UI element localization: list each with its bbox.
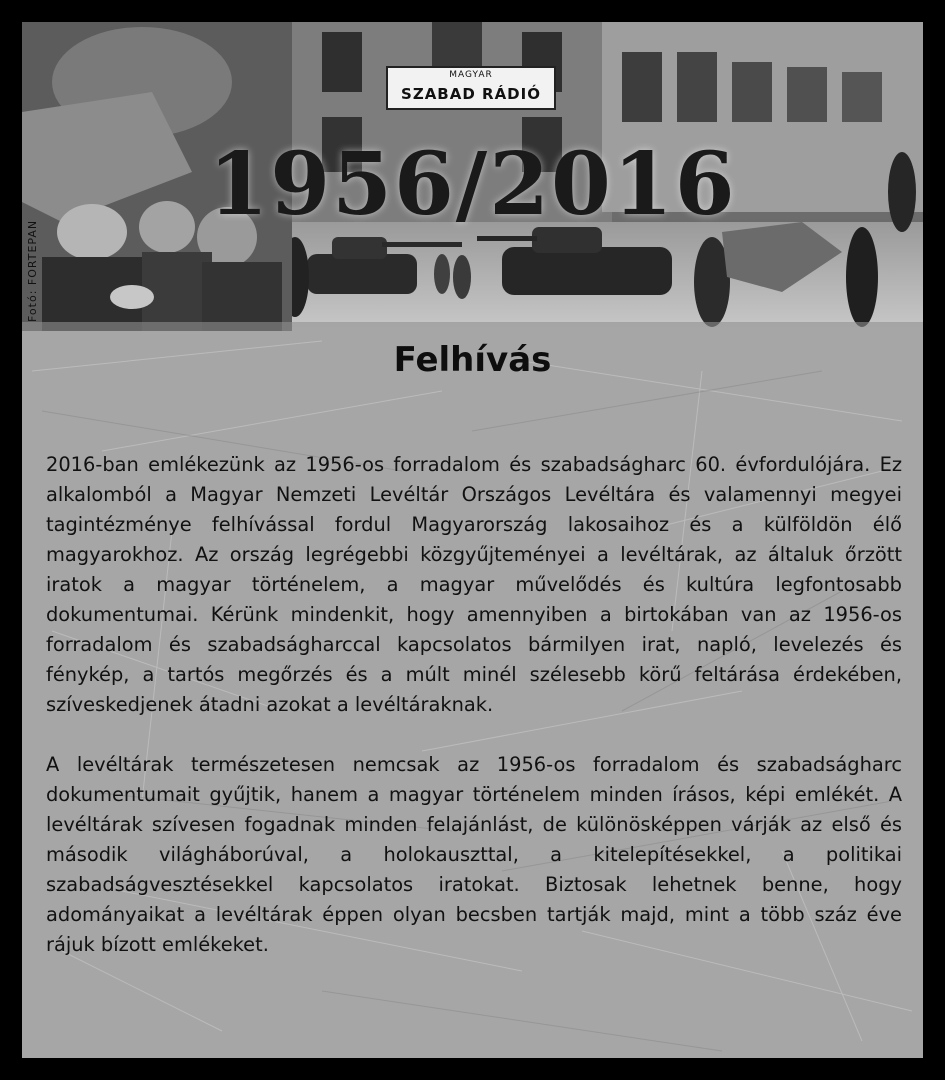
- historical-photo-collage: [22, 22, 923, 331]
- szabad-radio-sign: [386, 66, 556, 110]
- year-title: 1956/2016: [208, 134, 737, 235]
- paragraph-1: 2016-ban emlékezünk az 1956-os forradalom és szabadságharc 60. évfordulójára. Ez alkalomból a Magyar Nemzeti Levéltár Országos Levéltára és valamennyi megyei tagintézménye felhívással fordul Magyarország lakosaihoz és a külföldön élő magyarokhoz. Az ország legrégebbi közgyűjteményei a levéltárak, az általuk őrzött iratok a magyar történelem, a magyar művelődés és kultúra legfontosabb dokumentumai. Kérünk mindenkit, hogy amennyiben a birtokában van az 1956-os forradalom és szabadságharccal kapcsolatos bármilyen irat, napló, levelezés és fénykép, a tartós megőrzés és a múlt minél szélesebb körű feltárása érdekében, szíveskedjenek átadni azokat a levéltáraknak.: [46, 453, 902, 716]
- page-title: Felhívás: [393, 340, 552, 380]
- sign-small-text: MAGYAR: [449, 70, 493, 80]
- body-text: [46, 450, 902, 990]
- paragraph-2: A levéltárak természetesen nemcsak az 1956-os forradalom és szabadságharc dokumentumait gyűjtik, hanem a magyar történelem minden írásos, képi emlékét. A levéltárak szívesen fogadnak minden felajánlást, de különösképpen várják az első és második világháborúval, a holokauszttal, a kitelepítésekkel, a politikai szabadságvesztésekkel kapcsolatos iratokat. Biztosak lehetnek benne, hogy adományaikat a levéltárak éppen olyan becsben tartják majd, mint a több száz éve rájuk bízott emlékeket.: [46, 753, 902, 956]
- poster: [22, 22, 923, 1058]
- sign-big-text: SZABAD RÁDIÓ: [401, 85, 541, 103]
- photo-credit: Fotó: FORTEPAN: [26, 219, 39, 322]
